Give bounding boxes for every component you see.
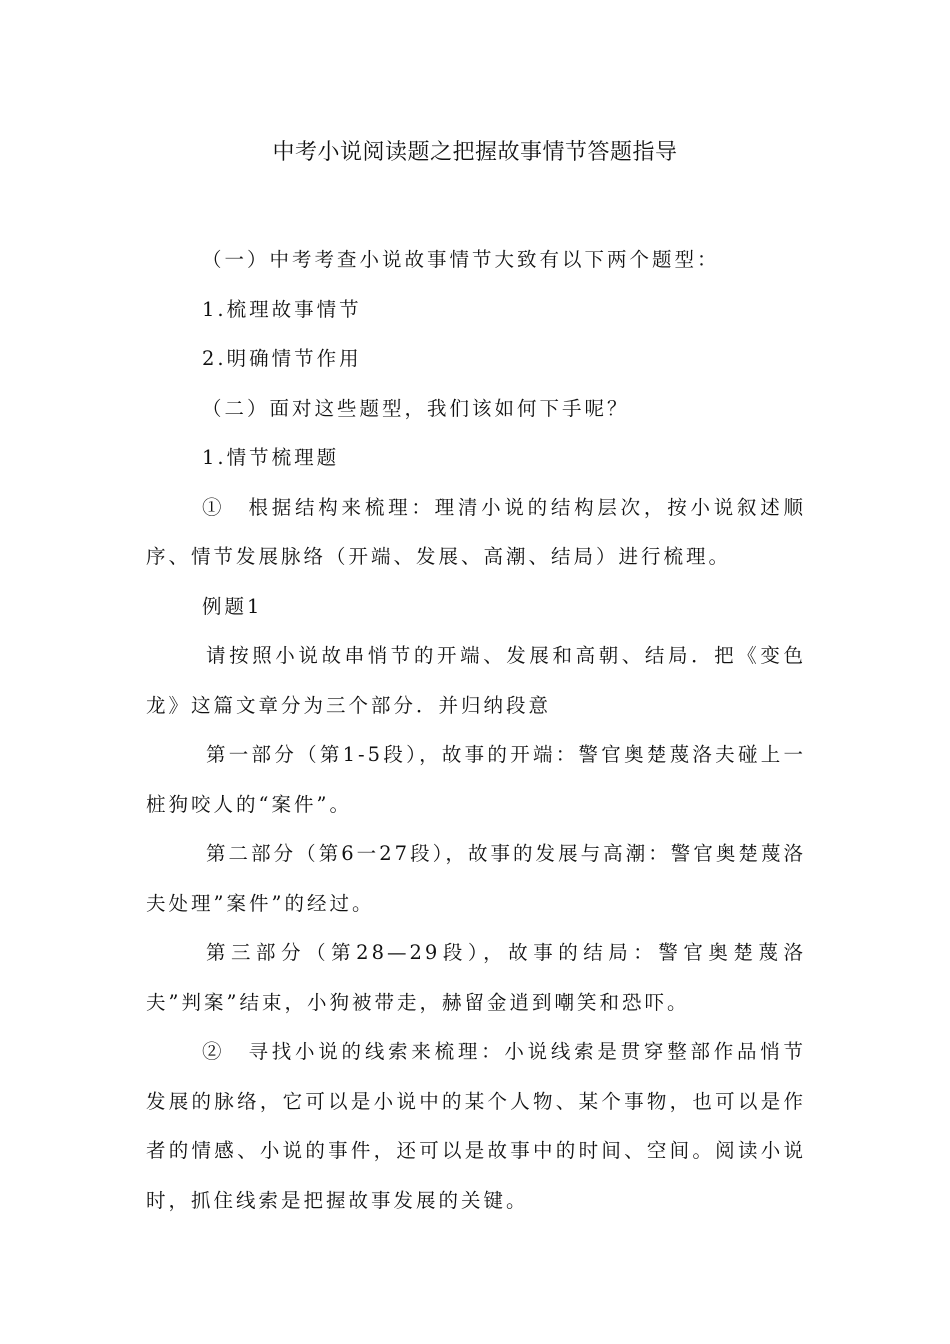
paragraph-section-2-heading: （二）面对这些题型，我们该如何下手呢？ — [202, 396, 630, 420]
paragraph-part-two: 第二部分（第6一27段），故事的发展与高潮：警官奥楚蔑洛夫处理”案件”的经过。 — [146, 842, 806, 915]
paragraph-part-one: 第一部分（第1-5段），故事的开端：警官奥楚蔑洛夫碰上一桩狗咬人的“案件”。 — [146, 743, 806, 816]
document-body — [146, 235, 806, 1225]
paragraph-example-question: 请按照小说故串悄节的开端、发展和高朝、结局．把《变色龙》这篇文章分为三个部分．并归纳段意 — [146, 644, 806, 717]
paragraph-plot-sorting-heading: 1.情节梳理题 — [202, 446, 340, 469]
paragraph-question-type-1: 1.梳理故事情节 — [202, 297, 362, 321]
paragraph-section-1-heading: （一）中考考查小说故事情节大致有以下两个题型： — [202, 248, 720, 271]
paragraph-method-structure: ① 根据结构来梳理：理清小说的结构层次，按小说叙述顺序、情节发展脉络（开端、发展、高潮、结局）进行梳理。 — [146, 495, 806, 568]
paragraph-question-type-2: 2.明确情节作用 — [202, 347, 362, 370]
paragraph-example-label: 例题1 — [202, 594, 263, 618]
paragraph-method-clue: ② 寻找小说的线索来梳理：小说线索是贯穿整部作品悄节发展的脉络，它可以是小说中的某个人物、某个事物，也可以是作者的情感、小说的事件，还可以是故事中的时间、空间。阅读小说时，抓住线索是把握故事发展的关键。 — [146, 1040, 806, 1212]
paragraph-part-three: 第三部分（第28—29段），故事的结局：警官奥楚蔑洛夫”判案”结束，小狗被带走，赫留金逍到嘲笑和恐吓。 — [146, 941, 806, 1014]
document-title: 中考小说阅读题之把握故事情节答题指导 — [272, 140, 678, 165]
